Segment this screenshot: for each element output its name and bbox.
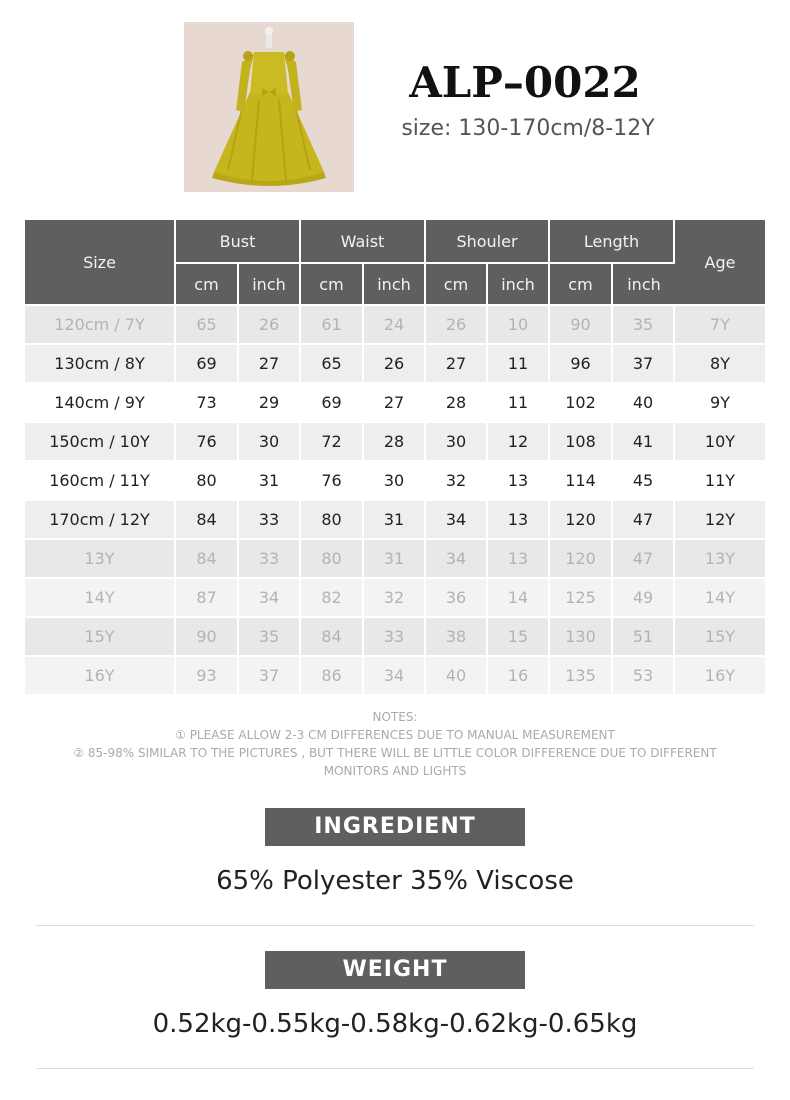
cell-shoulder-cm: 34 bbox=[426, 501, 488, 540]
cell-length-in: 47 bbox=[613, 540, 675, 579]
cell-shoulder-in: 14 bbox=[488, 579, 550, 618]
cell-length-cm: 125 bbox=[550, 579, 613, 618]
header-unit-cm: cm bbox=[550, 264, 613, 306]
cell-waist-in: 31 bbox=[364, 540, 426, 579]
cell-bust-in: 33 bbox=[239, 501, 301, 540]
cell-length-cm: 102 bbox=[550, 384, 613, 423]
cell-length-cm: 90 bbox=[550, 306, 613, 345]
cell-waist-cm: 69 bbox=[301, 384, 364, 423]
cell-waist-cm: 72 bbox=[301, 423, 364, 462]
table-row bbox=[25, 579, 765, 618]
cell-size: 120cm / 7Y bbox=[25, 306, 176, 345]
cell-size: 15Y bbox=[25, 618, 176, 657]
cell-shoulder-in: 12 bbox=[488, 423, 550, 462]
table-row bbox=[25, 618, 765, 657]
dress-image bbox=[184, 22, 354, 192]
cell-length-cm: 108 bbox=[550, 423, 613, 462]
cell-bust-in: 26 bbox=[239, 306, 301, 345]
product-photo bbox=[184, 22, 354, 192]
cell-waist-in: 31 bbox=[364, 501, 426, 540]
header-length: Length bbox=[550, 220, 675, 264]
note-1: ① PLEASE ALLOW 2-3 CM DIFFERENCES DUE TO MANUAL MEASUREMENT bbox=[175, 728, 615, 742]
cell-length-in: 41 bbox=[613, 423, 675, 462]
cell-waist-cm: 86 bbox=[301, 657, 364, 696]
header-size: Size bbox=[25, 220, 176, 306]
cell-shoulder-in: 11 bbox=[488, 345, 550, 384]
cell-age: 11Y bbox=[675, 462, 765, 501]
product-code: ALP–0022 bbox=[409, 58, 641, 107]
cell-shoulder-in: 13 bbox=[488, 540, 550, 579]
cell-shoulder-cm: 40 bbox=[426, 657, 488, 696]
table-row bbox=[25, 501, 765, 540]
cell-waist-in: 24 bbox=[364, 306, 426, 345]
cell-bust-in: 30 bbox=[239, 423, 301, 462]
cell-shoulder-cm: 32 bbox=[426, 462, 488, 501]
cell-bust-in: 33 bbox=[239, 540, 301, 579]
cell-length-in: 45 bbox=[613, 462, 675, 501]
cell-bust-cm: 93 bbox=[176, 657, 239, 696]
cell-waist-cm: 82 bbox=[301, 579, 364, 618]
cell-waist-cm: 84 bbox=[301, 618, 364, 657]
cell-length-in: 37 bbox=[613, 345, 675, 384]
header-unit-cm: cm bbox=[426, 264, 488, 306]
header-unit-cm: cm bbox=[301, 264, 364, 306]
cell-length-cm: 135 bbox=[550, 657, 613, 696]
cell-size: 130cm / 8Y bbox=[25, 345, 176, 384]
cell-bust-cm: 80 bbox=[176, 462, 239, 501]
table-row bbox=[25, 384, 765, 423]
cell-waist-in: 30 bbox=[364, 462, 426, 501]
cell-length-cm: 114 bbox=[550, 462, 613, 501]
cell-length-cm: 120 bbox=[550, 501, 613, 540]
cell-length-cm: 120 bbox=[550, 540, 613, 579]
cell-bust-cm: 76 bbox=[176, 423, 239, 462]
cell-waist-cm: 76 bbox=[301, 462, 364, 501]
cell-waist-cm: 80 bbox=[301, 501, 364, 540]
cell-waist-cm: 65 bbox=[301, 345, 364, 384]
cell-bust-cm: 90 bbox=[176, 618, 239, 657]
header-bust: Bust bbox=[176, 220, 301, 264]
cell-shoulder-cm: 28 bbox=[426, 384, 488, 423]
cell-length-in: 53 bbox=[613, 657, 675, 696]
cell-bust-cm: 65 bbox=[176, 306, 239, 345]
ingredient-value: 65% Polyester 35% Viscose bbox=[216, 866, 574, 896]
cell-shoulder-in: 16 bbox=[488, 657, 550, 696]
cell-waist-in: 34 bbox=[364, 657, 426, 696]
cell-age: 9Y bbox=[675, 384, 765, 423]
table-row bbox=[25, 540, 765, 579]
table-row bbox=[25, 423, 765, 462]
cell-bust-cm: 69 bbox=[176, 345, 239, 384]
cell-shoulder-in: 11 bbox=[488, 384, 550, 423]
header-unit-cm: cm bbox=[176, 264, 239, 306]
cell-length-in: 35 bbox=[613, 306, 675, 345]
cell-bust-cm: 84 bbox=[176, 501, 239, 540]
cell-shoulder-in: 15 bbox=[488, 618, 550, 657]
cell-waist-in: 32 bbox=[364, 579, 426, 618]
cell-age: 14Y bbox=[675, 579, 765, 618]
header-age: Age bbox=[675, 220, 765, 306]
cell-age: 7Y bbox=[675, 306, 765, 345]
cell-length-cm: 96 bbox=[550, 345, 613, 384]
size-table-body bbox=[25, 306, 765, 696]
table-row bbox=[25, 306, 765, 345]
table-row bbox=[25, 345, 765, 384]
header-unit-inch: inch bbox=[488, 264, 550, 306]
header-waist: Waist bbox=[301, 220, 426, 264]
cell-age: 16Y bbox=[675, 657, 765, 696]
header-unit-inch: inch bbox=[364, 264, 426, 306]
cell-size: 170cm / 12Y bbox=[25, 501, 176, 540]
weight-value: 0.52kg-0.55kg-0.58kg-0.62kg-0.65kg bbox=[152, 1009, 638, 1039]
header-unit-inch: inch bbox=[239, 264, 301, 306]
cell-waist-in: 33 bbox=[364, 618, 426, 657]
cell-shoulder-cm: 34 bbox=[426, 540, 488, 579]
table-row bbox=[25, 657, 765, 696]
cell-bust-in: 27 bbox=[239, 345, 301, 384]
cell-length-in: 49 bbox=[613, 579, 675, 618]
cell-size: 14Y bbox=[25, 579, 176, 618]
cell-bust-cm: 84 bbox=[176, 540, 239, 579]
table-row bbox=[25, 462, 765, 501]
cell-bust-in: 34 bbox=[239, 579, 301, 618]
cell-size: 160cm / 11Y bbox=[25, 462, 176, 501]
cell-shoulder-in: 13 bbox=[488, 462, 550, 501]
cell-bust-cm: 73 bbox=[176, 384, 239, 423]
cell-waist-cm: 80 bbox=[301, 540, 364, 579]
cell-age: 12Y bbox=[675, 501, 765, 540]
cell-size: 150cm / 10Y bbox=[25, 423, 176, 462]
cell-bust-in: 37 bbox=[239, 657, 301, 696]
cell-shoulder-cm: 38 bbox=[426, 618, 488, 657]
cell-size: 140cm / 9Y bbox=[25, 384, 176, 423]
cell-shoulder-in: 10 bbox=[488, 306, 550, 345]
cell-size: 16Y bbox=[25, 657, 176, 696]
cell-size: 13Y bbox=[25, 540, 176, 579]
cell-waist-in: 26 bbox=[364, 345, 426, 384]
cell-waist-cm: 61 bbox=[301, 306, 364, 345]
cell-shoulder-in: 13 bbox=[488, 501, 550, 540]
cell-length-in: 47 bbox=[613, 501, 675, 540]
cell-shoulder-cm: 26 bbox=[426, 306, 488, 345]
notes-title: NOTES: bbox=[372, 710, 418, 724]
size-chart-table bbox=[25, 220, 765, 696]
cell-bust-in: 29 bbox=[239, 384, 301, 423]
cell-age: 10Y bbox=[675, 423, 765, 462]
note-2-continued: MONITORS AND LIGHTS bbox=[323, 764, 467, 778]
size-range: size: 130-170cm/8-12Y bbox=[401, 116, 655, 141]
cell-shoulder-cm: 36 bbox=[426, 579, 488, 618]
cell-length-in: 40 bbox=[613, 384, 675, 423]
cell-length-in: 51 bbox=[613, 618, 675, 657]
cell-bust-cm: 87 bbox=[176, 579, 239, 618]
cell-waist-in: 27 bbox=[364, 384, 426, 423]
cell-age: 13Y bbox=[675, 540, 765, 579]
cell-shoulder-cm: 30 bbox=[426, 423, 488, 462]
divider bbox=[36, 1068, 754, 1069]
cell-length-cm: 130 bbox=[550, 618, 613, 657]
header-shoulder: Shouler bbox=[426, 220, 550, 264]
notes bbox=[60, 708, 730, 780]
note-2: ② 85-98% SIMILAR TO THE PICTURES , BUT THERE WILL BE LITTLE COLOR DIFFERENCE DUE TO DIFFERENT bbox=[73, 746, 717, 760]
cell-shoulder-cm: 27 bbox=[426, 345, 488, 384]
cell-age: 15Y bbox=[675, 618, 765, 657]
cell-bust-in: 35 bbox=[239, 618, 301, 657]
divider bbox=[36, 925, 754, 926]
cell-waist-in: 28 bbox=[364, 423, 426, 462]
weight-banner: WEIGHT bbox=[265, 951, 525, 989]
header-unit-inch: inch bbox=[613, 264, 675, 306]
cell-bust-in: 31 bbox=[239, 462, 301, 501]
cell-age: 8Y bbox=[675, 345, 765, 384]
ingredient-banner: INGREDIENT bbox=[265, 808, 525, 846]
